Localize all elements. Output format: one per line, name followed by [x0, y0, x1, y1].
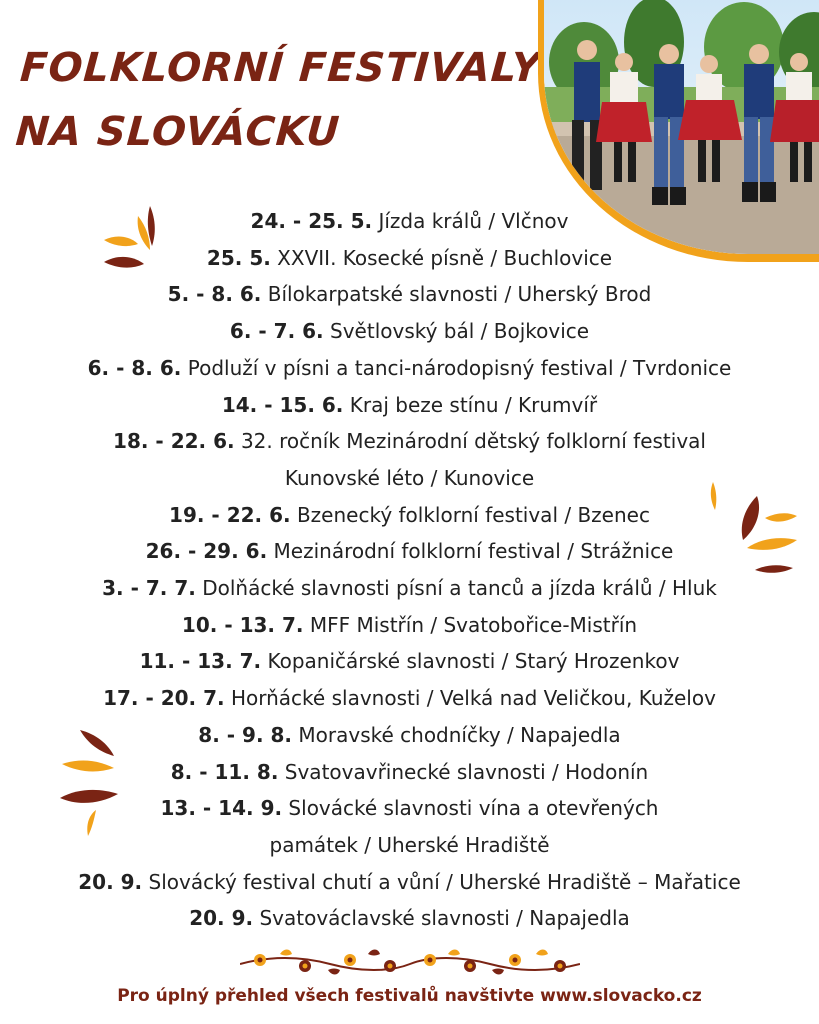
footer-note: Pro úplný přehled všech festivalů navštivte www.slovacko.cz	[117, 986, 702, 1006]
list-item: 20. 9. Slovácký festival chutí a vůní / Uherské Hradiště – Mařatice	[78, 869, 741, 894]
festival-schedule	[0, 203, 819, 937]
list-item: 19. - 22. 6. Bzenecký folklorní festival / Bzenec	[169, 502, 650, 527]
list-item: 20. 9. Svatováclavské slavnosti / Napajedla	[189, 906, 630, 931]
list-item: 8. - 11. 8. Svatovavřinecké slavnosti / Hodonín	[170, 759, 649, 784]
list-item: památek / Uherské Hradiště	[269, 832, 550, 857]
list-item: 6. - 8. 6. Podluží v písni a tanci-národopisný festival / Tvrdonice	[87, 355, 732, 380]
title-line-2: NA SLOVÁCKU	[14, 109, 342, 155]
list-item: 14. - 15. 6. Kraj beze stínu / Krumvíř	[221, 392, 598, 417]
list-item: 26. - 29. 6. Mezinárodní folklorní festival / Strážnice	[145, 539, 674, 564]
list-item: 3. - 7. 7. Dolňácké slavnosti písní a tanců a jízda králů / Hluk	[102, 576, 717, 601]
title-line-1: FOLKLORNÍ FESTIVALY	[18, 45, 543, 91]
list-item: 5. - 8. 6. Bílokarpatské slavnosti / Uherský Brod	[167, 282, 652, 307]
list-item: 8. - 9. 8. Moravské chodníčky / Napajedla	[198, 722, 621, 747]
list-item: 13. - 14. 9. Slovácké slavnosti vína a otevřených	[160, 796, 659, 821]
list-item: 18. - 22. 6. 32. ročník Mezinárodní dětský folklorní festival	[113, 429, 706, 454]
page-title	[14, 36, 544, 164]
list-item: Kunovské léto / Kunovice	[284, 465, 535, 490]
folk-ornament-icon	[240, 944, 580, 978]
list-item: 25. 5. XXVII. Kosecké písně / Buchlovice	[206, 245, 613, 270]
list-item: 10. - 13. 7. MFF Mistřín / Svatobořice-Mistřín	[181, 612, 638, 637]
list-item: 24. - 25. 5. Jízda králů / Vlčnov	[250, 209, 569, 233]
list-item: 11. - 13. 7. Kopaničárské slavnosti / Starý Hrozenkov	[139, 649, 680, 674]
list-item: 17. - 20. 7. Horňácké slavnosti / Velká nad Veličkou, Kuželov	[103, 686, 716, 711]
list-item: 6. - 7. 6. Světlovský bál / Bojkovice	[229, 319, 590, 344]
